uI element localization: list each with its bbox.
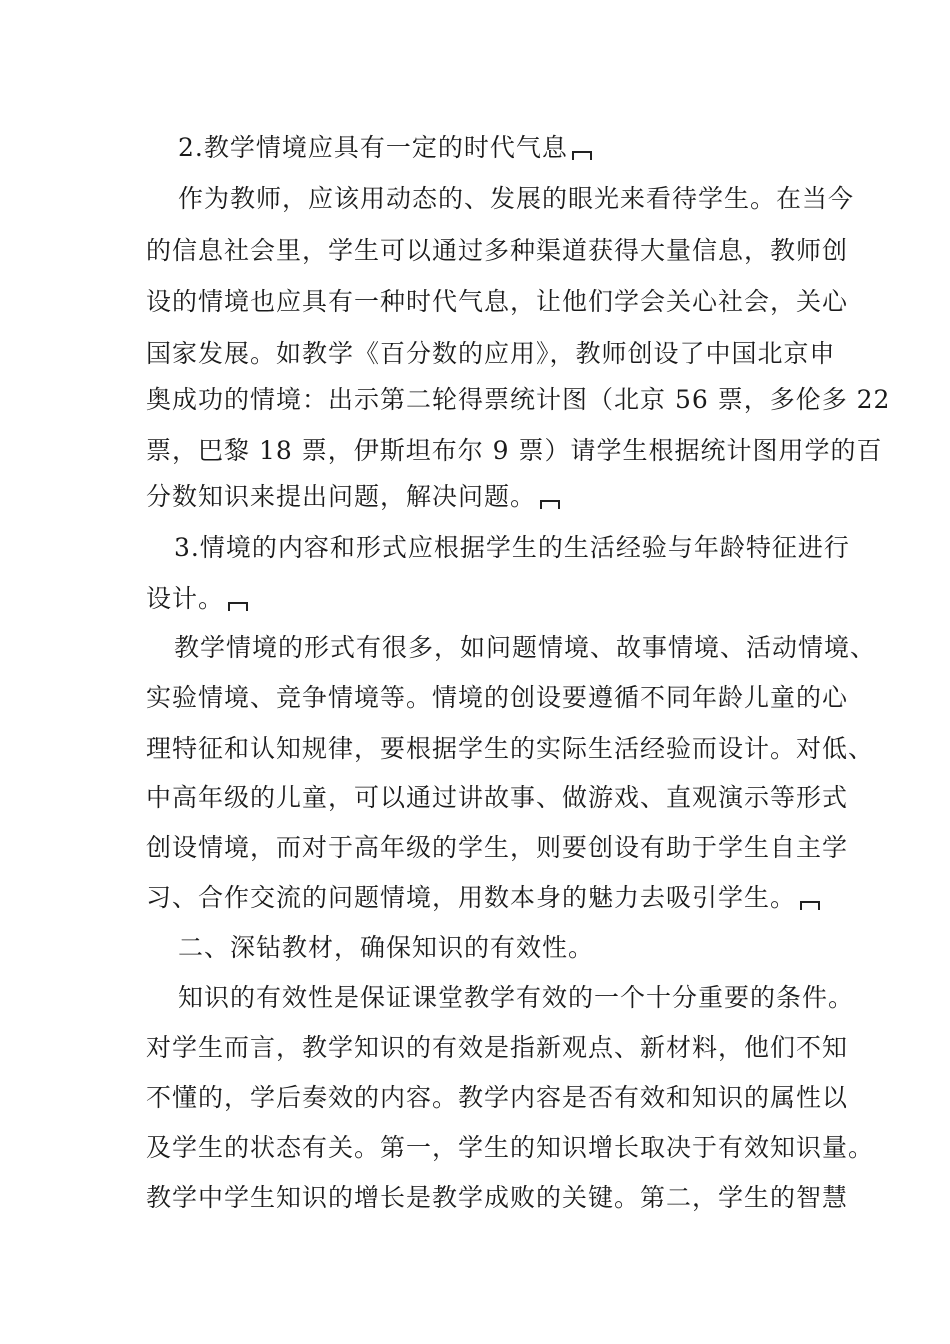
- text-line: 的信息社会里，学生可以通过多种渠道获得大量信息，教师创: [146, 236, 849, 265]
- text-line: 实验情境、竞争情境等。情境的创设要遵循不同年龄儿童的心: [146, 683, 849, 712]
- section-heading: 二、深钻教材，确保知识的有效性。: [178, 933, 595, 962]
- text-line: 分数知识来提出问题，解决问题。: [146, 482, 560, 512]
- text-line: 教学中学生知识的增长是教学成败的关键。第二，学生的智慧: [146, 1183, 849, 1212]
- paragraph-mark-icon: [540, 500, 560, 509]
- text-line: 设计。: [146, 584, 248, 614]
- text-line: 创设情境，而对于高年级的学生，则要创设有助于学生自主学: [146, 833, 849, 862]
- text-line: 教学情境的形式有很多，如问题情境、故事情境、活动情境、: [174, 633, 877, 662]
- paragraph-mark-icon: [800, 901, 820, 910]
- text-line: 中高年级的儿童，可以通过讲故事、做游戏、直观演示等形式: [146, 783, 849, 812]
- text-line: 作为教师，应该用动态的、发展的眼光来看待学生。在当今: [178, 184, 855, 213]
- paragraph-mark-icon: [228, 602, 248, 611]
- text-line: 奥成功的情境：出示第二轮得票统计图（北京 56 票，多伦多 22: [146, 385, 891, 414]
- paragraph-mark-icon: [572, 151, 592, 160]
- text-line: 不懂的，学后奏效的内容。教学内容是否有效和知识的属性以: [146, 1083, 849, 1112]
- text-line: 习、合作交流的问题情境，用数本身的魅力去吸引学生。: [146, 883, 820, 913]
- text-line: 及学生的状态有关。第一，学生的知识增长取决于有效知识量。: [146, 1133, 875, 1162]
- text-line: 票，巴黎 18 票，伊斯坦布尔 9 票）请学生根据统计图用学的百: [146, 436, 883, 465]
- text-line: 设的情境也应具有一种时代气息，让他们学会关心社会，关心: [146, 287, 849, 316]
- text-line: 理特征和认知规律，要根据学生的实际生活经验而设计。对低、: [146, 734, 875, 763]
- heading-2: 2.教学情境应具有一定的时代气息: [178, 133, 592, 163]
- text-line: 知识的有效性是保证课堂教学有效的一个十分重要的条件。: [178, 983, 855, 1012]
- text-line: 国家发展。如教学《百分数的应用》，教师创设了中国北京申: [146, 339, 836, 368]
- text-line: 对学生而言，教学知识的有效是指新观点、新材料，他们不知: [146, 1033, 849, 1062]
- heading-3: 3.情境的内容和形式应根据学生的生活经验与年龄特征进行: [174, 533, 850, 562]
